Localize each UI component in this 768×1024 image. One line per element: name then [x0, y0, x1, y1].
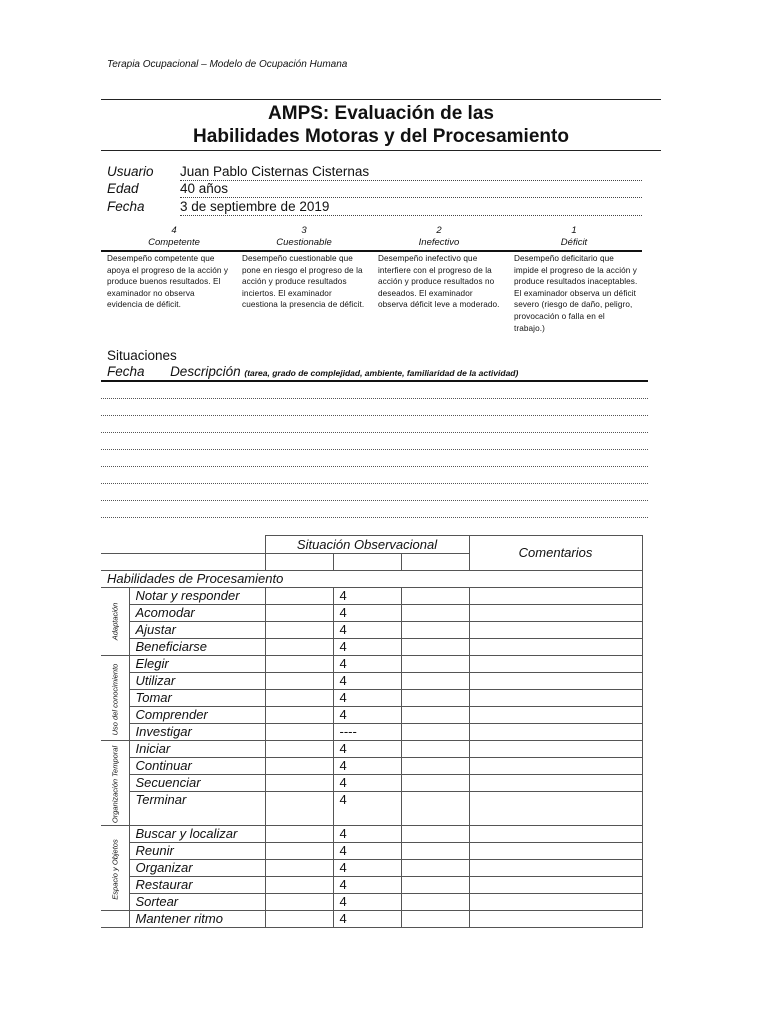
obs-cell[interactable]	[401, 757, 469, 774]
scale-name: Déficit	[560, 237, 588, 248]
table-row	[101, 638, 642, 655]
skill-name: Buscar y localizar	[129, 825, 265, 842]
obs-cell[interactable]	[401, 706, 469, 723]
score-cell[interactable]: 4	[333, 825, 401, 842]
skills-table	[101, 535, 643, 928]
situation-line[interactable]	[101, 398, 648, 399]
comment-cell[interactable]	[469, 791, 642, 825]
obs-cell[interactable]	[401, 740, 469, 757]
group-label-conocimiento	[101, 655, 129, 740]
comment-cell[interactable]	[469, 604, 642, 621]
scale-number: 3	[301, 225, 307, 236]
comment-cell[interactable]	[469, 757, 642, 774]
table-header-row	[101, 536, 642, 554]
obs-cell[interactable]	[401, 604, 469, 621]
obs-cell[interactable]	[401, 655, 469, 672]
obs-cell[interactable]	[265, 842, 333, 859]
skill-name: Sortear	[129, 893, 265, 910]
group-label-espacio	[101, 825, 129, 910]
comment-cell[interactable]	[469, 740, 642, 757]
obs-cell[interactable]	[265, 621, 333, 638]
descripcion-label: Descripción	[170, 364, 241, 379]
skill-name: Restaurar	[129, 876, 265, 893]
situation-line[interactable]	[101, 483, 648, 484]
title-top-rule	[101, 99, 661, 100]
situations-rule	[101, 380, 648, 382]
scale-divider	[101, 250, 642, 252]
info-label: Usuario	[107, 164, 154, 179]
score-cell[interactable]: 4	[333, 689, 401, 706]
table-row	[101, 842, 642, 859]
skill-name: Comprender	[129, 706, 265, 723]
skill-name: Beneficiarse	[129, 638, 265, 655]
table-row	[101, 587, 642, 604]
obs-cell[interactable]	[265, 910, 333, 927]
obs-cell[interactable]	[401, 672, 469, 689]
group-name: Uso del conocimiento	[110, 663, 120, 735]
blank-header	[101, 536, 265, 554]
score-cell[interactable]: 4	[333, 757, 401, 774]
descripcion-note: (tarea, grado de complejidad, ambiente, familiaridad de la actividad)	[244, 368, 519, 378]
obs-cell[interactable]	[401, 842, 469, 859]
score-cell[interactable]: 4	[333, 706, 401, 723]
scale-3-description: Desempeño cuestionable que pone en riesgo el progreso de la acción y produce resultados inciertos. El examinador cuestiona la presencia de déficit.	[242, 254, 365, 310]
obs-cell[interactable]	[265, 774, 333, 791]
obs-cell[interactable]	[265, 825, 333, 842]
table-row	[101, 621, 642, 638]
blank-subheader	[101, 553, 265, 570]
obs-header: Situación Observacional	[265, 536, 469, 554]
score-cell[interactable]: 4	[333, 587, 401, 604]
group-label-empty	[101, 910, 129, 927]
comment-cell[interactable]	[469, 825, 642, 842]
obs-cell[interactable]	[401, 825, 469, 842]
header-note: Terapia Ocupacional – Modelo de Ocupación Humana	[107, 59, 348, 70]
obs-cell[interactable]	[401, 774, 469, 791]
table-row	[101, 689, 642, 706]
comment-cell[interactable]	[469, 859, 642, 876]
table-row	[101, 910, 642, 927]
comment-cell[interactable]	[469, 587, 642, 604]
obs-cell[interactable]	[401, 791, 469, 825]
score-cell[interactable]: 4	[333, 876, 401, 893]
table-row	[101, 723, 642, 740]
obs-cell[interactable]	[401, 859, 469, 876]
page-title-line2: Habilidades Motoras y del Procesamiento	[193, 126, 569, 147]
info-row-fecha	[107, 199, 642, 216]
score-cell[interactable]: 4	[333, 791, 401, 825]
scale-1-description: Desempeño deficitario que impide el progreso de la acción y produce resultados inaceptables. El examinador observa un déficit severo (riesgo de daño, peligro, provocación o falla en el trabajo.)	[514, 254, 638, 333]
score-cell[interactable]: 4	[333, 893, 401, 910]
obs-cell[interactable]	[265, 723, 333, 740]
score-cell[interactable]: 4	[333, 638, 401, 655]
score-cell[interactable]: 4	[333, 859, 401, 876]
obs-cell[interactable]	[265, 791, 333, 825]
situations-subheader	[107, 364, 518, 379]
comment-cell[interactable]	[469, 910, 642, 927]
obs-cell[interactable]	[401, 893, 469, 910]
group-label-adaptacion	[101, 587, 129, 655]
score-cell[interactable]: 4	[333, 842, 401, 859]
skill-name: Acomodar	[129, 604, 265, 621]
obs-cell[interactable]	[401, 689, 469, 706]
table-row	[101, 655, 642, 672]
info-value-fecha[interactable]: 3 de septiembre de 2019	[180, 199, 642, 216]
obs-cell[interactable]	[401, 621, 469, 638]
obs-cell[interactable]	[265, 689, 333, 706]
situation-line[interactable]	[101, 517, 648, 518]
table-row	[101, 893, 642, 910]
obs-cell[interactable]	[265, 876, 333, 893]
score-cell[interactable]: 4	[333, 655, 401, 672]
comment-cell[interactable]	[469, 706, 642, 723]
obs-cell[interactable]	[265, 638, 333, 655]
score-cell[interactable]: 4	[333, 672, 401, 689]
table-row	[101, 740, 642, 757]
obs-cell[interactable]	[265, 740, 333, 757]
comment-cell[interactable]	[469, 672, 642, 689]
comment-cell[interactable]	[469, 876, 642, 893]
group-name: Organización Temporal	[110, 745, 120, 823]
comments-header: Comentarios	[469, 536, 642, 571]
table-row	[101, 706, 642, 723]
scale-3-header	[237, 225, 371, 249]
table-row	[101, 825, 642, 842]
info-label: Edad	[107, 181, 139, 196]
scale-number: 2	[436, 225, 442, 236]
skill-name: Terminar	[129, 791, 265, 825]
comment-cell[interactable]	[469, 621, 642, 638]
info-value-edad[interactable]: 40 años	[180, 181, 642, 198]
skill-name: Ajustar	[129, 621, 265, 638]
obs-cell[interactable]	[265, 706, 333, 723]
info-value-usuario[interactable]: Juan Pablo Cisternas Cisternas	[180, 164, 642, 181]
obs-col-1[interactable]	[265, 553, 333, 570]
obs-cell[interactable]	[401, 876, 469, 893]
situations-title: Situaciones	[107, 348, 177, 363]
scale-number: 1	[571, 225, 577, 236]
situation-line[interactable]	[101, 432, 648, 433]
scale-name: Competente	[148, 237, 200, 248]
skill-name: Organizar	[129, 859, 265, 876]
table-row	[101, 604, 642, 621]
obs-col-2[interactable]	[333, 553, 401, 570]
comment-cell[interactable]	[469, 689, 642, 706]
skill-name: Investigar	[129, 723, 265, 740]
section-row	[101, 570, 642, 587]
obs-cell[interactable]	[265, 587, 333, 604]
skill-name: Utilizar	[129, 672, 265, 689]
skill-name: Elegir	[129, 655, 265, 672]
obs-cell[interactable]	[401, 587, 469, 604]
scale-name: Inefectivo	[418, 237, 460, 248]
section-title: Habilidades de Procesamiento	[101, 570, 642, 587]
group-name: Adaptación	[110, 602, 120, 640]
skill-name: Secuenciar	[129, 774, 265, 791]
skill-name: Iniciar	[129, 740, 265, 757]
scale-4-header	[107, 225, 241, 249]
scale-number: 4	[171, 225, 177, 236]
info-label: Fecha	[107, 199, 145, 214]
obs-cell[interactable]	[265, 672, 333, 689]
table-row	[101, 876, 642, 893]
obs-cell[interactable]	[265, 757, 333, 774]
info-row-usuario	[107, 164, 642, 181]
comment-cell[interactable]	[469, 774, 642, 791]
obs-cell[interactable]	[265, 655, 333, 672]
obs-col-3[interactable]	[401, 553, 469, 570]
title-bottom-rule	[101, 150, 661, 151]
situation-line[interactable]	[101, 466, 648, 467]
table-row	[101, 791, 642, 825]
obs-cell[interactable]	[401, 638, 469, 655]
page-title-line1: AMPS: Evaluación de las	[268, 103, 494, 124]
obs-cell[interactable]	[265, 893, 333, 910]
scale-1-header	[507, 225, 641, 249]
obs-cell[interactable]	[265, 859, 333, 876]
comment-cell[interactable]	[469, 655, 642, 672]
scale-name: Cuestionable	[276, 237, 332, 248]
table-row	[101, 672, 642, 689]
table-row	[101, 859, 642, 876]
fecha-label: Fecha	[107, 364, 145, 379]
table-row	[101, 757, 642, 774]
comment-cell[interactable]	[469, 638, 642, 655]
situation-line[interactable]	[101, 449, 648, 450]
skill-name: Continuar	[129, 757, 265, 774]
situation-line[interactable]	[101, 415, 648, 416]
score-cell[interactable]: 4	[333, 740, 401, 757]
table-row	[101, 774, 642, 791]
obs-cell[interactable]	[265, 604, 333, 621]
obs-cell[interactable]	[401, 910, 469, 927]
comment-cell[interactable]	[469, 842, 642, 859]
skill-name: Notar y responder	[129, 587, 265, 604]
group-label-temporal	[101, 740, 129, 825]
score-cell[interactable]: 4	[333, 604, 401, 621]
group-name: Espacio y Objetos	[110, 838, 120, 900]
skill-name: Reunir	[129, 842, 265, 859]
skill-name: Tomar	[129, 689, 265, 706]
skill-name: Mantener ritmo	[129, 910, 265, 927]
scale-2-description: Desempeño inefectivo que interfiere con el progreso de la acción y produce resultados no deseados. El examinador observa déficit leve a moderado.	[378, 254, 500, 310]
info-row-edad	[107, 181, 642, 198]
scale-2-header	[372, 225, 506, 249]
comment-cell[interactable]	[469, 893, 642, 910]
situation-line[interactable]	[101, 500, 648, 501]
score-cell[interactable]: 4	[333, 774, 401, 791]
score-cell[interactable]: 4	[333, 621, 401, 638]
score-cell[interactable]: ----	[333, 723, 401, 740]
obs-cell[interactable]	[401, 723, 469, 740]
comment-cell[interactable]	[469, 723, 642, 740]
score-cell[interactable]: 4	[333, 910, 401, 927]
scale-4-description: Desempeño competente que apoya el progreso de la acción y produce buenos resultados. El examinador no observa evidencia de déficit.	[107, 254, 229, 310]
